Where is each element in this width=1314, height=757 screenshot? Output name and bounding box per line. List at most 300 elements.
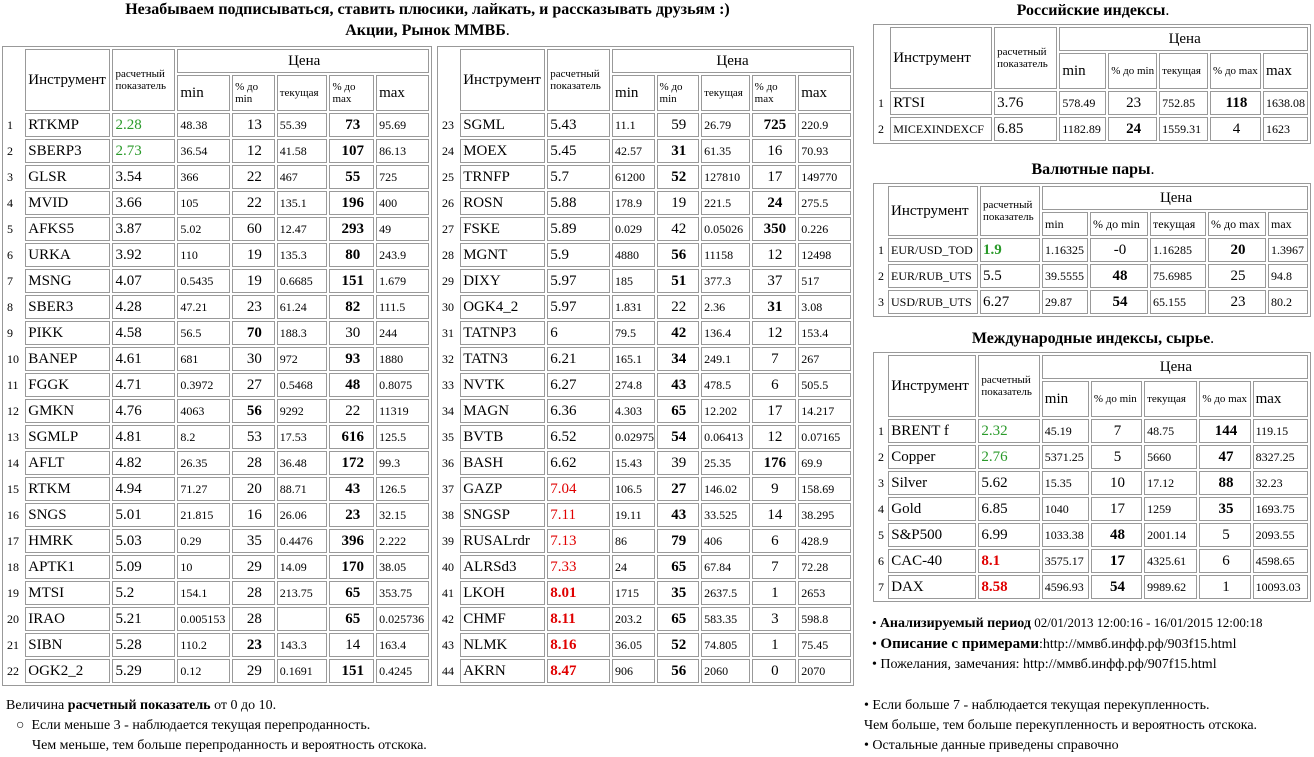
info-description: • Описание с примерами:http://ммвб.инфф.рф/903f15.html <box>872 636 1237 652</box>
current-value: 0.6685 <box>277 269 328 293</box>
calc-value: 4.71 <box>112 373 175 397</box>
table-row <box>440 477 851 501</box>
current-value: 0.05026 <box>701 217 750 241</box>
max-value: 14.217 <box>798 399 851 423</box>
col-max: max <box>1253 381 1308 417</box>
pct-max: 4 <box>1210 117 1261 141</box>
pct-max: 293 <box>329 217 374 241</box>
pct-max: 17 <box>752 165 797 189</box>
table-row <box>876 419 1308 443</box>
min-value: 26.35 <box>177 451 230 475</box>
table-row <box>440 269 851 293</box>
max-value: 1880 <box>376 347 429 371</box>
row-num: 30 <box>442 299 454 314</box>
instrument: GMKN <box>25 399 110 423</box>
calc-value: 5.5 <box>980 264 1040 288</box>
calc-value: 8.11 <box>547 607 610 631</box>
row-num: 2 <box>878 449 884 464</box>
instrument: SBER3 <box>25 295 110 319</box>
calc-value: 5.88 <box>547 191 610 215</box>
col-pct-max: % до max <box>752 75 797 111</box>
pct-min: 20 <box>232 477 275 501</box>
instrument: S&P500 <box>888 523 976 547</box>
min-value: 0.29 <box>177 529 230 553</box>
max-value: 72.28 <box>798 555 851 579</box>
instrument: RUSALrdr <box>460 529 545 553</box>
max-value: 38.05 <box>376 555 429 579</box>
pct-min: 22 <box>232 165 275 189</box>
pct-max: 6 <box>752 373 797 397</box>
pct-max: 47 <box>1199 445 1250 469</box>
pct-min: 65 <box>657 555 700 579</box>
calc-value: 5.01 <box>112 503 175 527</box>
table-row <box>5 191 429 215</box>
row-num: 38 <box>442 507 454 522</box>
max-value: 2653 <box>798 581 851 605</box>
table-row <box>876 575 1308 599</box>
table-row <box>5 529 429 553</box>
min-value: 110 <box>177 243 230 267</box>
pct-min: 54 <box>1091 575 1142 599</box>
instrument: MGNT <box>460 243 545 267</box>
pct-min: 65 <box>657 399 700 423</box>
instrument: NLMK <box>460 633 545 657</box>
min-value: 4596.93 <box>1042 575 1089 599</box>
instrument: FSKE <box>460 217 545 241</box>
min-value: 45.19 <box>1042 419 1089 443</box>
instrument: RTKM <box>25 477 110 501</box>
current-value: 12.47 <box>277 217 328 241</box>
table-row <box>5 295 429 319</box>
row-num: 26 <box>442 195 454 210</box>
calc-value: 5.2 <box>112 581 175 605</box>
instrument: SGML <box>460 113 545 137</box>
calc-value: 6.27 <box>980 290 1040 314</box>
table-row <box>5 425 429 449</box>
instrument: EUR/USD_TOD <box>888 238 978 262</box>
max-value: 80.2 <box>1268 290 1308 314</box>
current-value: 5660 <box>1144 445 1197 469</box>
instrument: Gold <box>888 497 976 521</box>
max-value: 70.93 <box>798 139 851 163</box>
row-num: 15 <box>7 481 19 496</box>
max-value: 1.3967 <box>1268 238 1308 262</box>
row-num: 37 <box>442 481 454 496</box>
table-row <box>440 529 851 553</box>
pct-max: 23 <box>329 503 374 527</box>
instrument: USD/RUB_UTS <box>888 290 978 314</box>
legend-right-l1: • Если больше 7 - наблюдается текущая перекупленность. <box>864 698 1210 713</box>
table-row <box>5 243 429 267</box>
instrument: OGK2_2 <box>25 659 110 683</box>
pct-max: 12 <box>752 243 797 267</box>
min-value: 8.2 <box>177 425 230 449</box>
intl-table <box>873 352 1311 602</box>
pct-max: 55 <box>329 165 374 189</box>
min-value: 203.2 <box>612 607 655 631</box>
instrument: MAGN <box>460 399 545 423</box>
pct-min: 52 <box>657 165 700 189</box>
row-num: 23 <box>442 117 454 132</box>
max-value: 158.69 <box>798 477 851 501</box>
max-value: 267 <box>798 347 851 371</box>
min-value: 61200 <box>612 165 655 189</box>
header-line2 <box>0 22 855 40</box>
intl-title: Международные индексы, сырье. <box>971 330 1215 347</box>
table-row <box>876 290 1308 314</box>
instrument: MSNG <box>25 269 110 293</box>
table-row <box>5 113 429 137</box>
max-value: 400 <box>376 191 429 215</box>
table-row <box>876 523 1308 547</box>
min-value: 1715 <box>612 581 655 605</box>
min-value: 3575.17 <box>1042 549 1089 573</box>
row-num: 1 <box>7 117 13 132</box>
min-value: 71.27 <box>177 477 230 501</box>
table-row <box>440 555 851 579</box>
pct-min: 12 <box>232 139 275 163</box>
calc-value: 3.66 <box>112 191 175 215</box>
max-value: 32.23 <box>1253 471 1308 495</box>
max-value: 2093.55 <box>1253 523 1308 547</box>
current-value: 2001.14 <box>1144 523 1197 547</box>
col-current: текущая <box>277 75 328 111</box>
current-value: 136.4 <box>701 321 750 345</box>
table-row <box>876 91 1308 115</box>
current-value: 17.53 <box>277 425 328 449</box>
max-value: 4598.65 <box>1253 549 1308 573</box>
table-row <box>440 425 851 449</box>
current-value: 583.35 <box>701 607 750 631</box>
calc-value: 5.97 <box>547 269 610 293</box>
max-value: 69.9 <box>798 451 851 475</box>
pct-min: 13 <box>232 113 275 137</box>
min-value: 1033.38 <box>1042 523 1089 547</box>
max-value: 517 <box>798 269 851 293</box>
row-num: 8 <box>7 299 13 314</box>
calc-value: 2.28 <box>112 113 175 137</box>
min-value: 165.1 <box>612 347 655 371</box>
row-num: 16 <box>7 507 19 522</box>
pct-min: 35 <box>232 529 275 553</box>
calc-value: 5.09 <box>112 555 175 579</box>
instrument: AFKS5 <box>25 217 110 241</box>
pct-max: 93 <box>329 347 374 371</box>
min-value: 0.3972 <box>177 373 230 397</box>
calc-value: 6.21 <box>547 347 610 371</box>
max-value: 8327.25 <box>1253 445 1308 469</box>
current-value: 0.06413 <box>701 425 750 449</box>
row-num: 5 <box>878 527 884 542</box>
min-value: 36.05 <box>612 633 655 657</box>
current-value: 75.6985 <box>1150 264 1206 288</box>
max-value: 49 <box>376 217 429 241</box>
min-value: 4880 <box>612 243 655 267</box>
table-row <box>440 165 851 189</box>
table-row <box>440 581 851 605</box>
current-value: 14.09 <box>277 555 328 579</box>
pct-min: 39 <box>657 451 700 475</box>
col-instrument: Инструмент <box>888 355 976 417</box>
col-pct-min: % до min <box>232 75 275 111</box>
table-row <box>5 217 429 241</box>
calc-value: 2.73 <box>112 139 175 163</box>
pct-max: 65 <box>329 607 374 631</box>
instrument: PIKK <box>25 321 110 345</box>
col-calc: расчетный показатель <box>980 186 1040 236</box>
calc-value: 7.11 <box>547 503 610 527</box>
instrument: LKOH <box>460 581 545 605</box>
pct-max: 24 <box>752 191 797 215</box>
calc-value: 4.82 <box>112 451 175 475</box>
pct-min: 48 <box>1091 523 1142 547</box>
pct-min: 79 <box>657 529 700 553</box>
table-row <box>440 139 851 163</box>
max-value: 125.5 <box>376 425 429 449</box>
min-value: 0.5435 <box>177 269 230 293</box>
col-price: Цена <box>1042 186 1308 210</box>
pct-min: 52 <box>657 633 700 657</box>
pct-max: 73 <box>329 113 374 137</box>
calc-value: 8.1 <box>978 549 1039 573</box>
max-value: 163.4 <box>376 633 429 657</box>
min-value: 56.5 <box>177 321 230 345</box>
instrument: DIXY <box>460 269 545 293</box>
max-value: 1638.08 <box>1263 91 1308 115</box>
pct-max: 144 <box>1199 419 1250 443</box>
pct-max: 23 <box>1208 290 1266 314</box>
max-value: 0.8075 <box>376 373 429 397</box>
max-value: 11319 <box>376 399 429 423</box>
min-value: 0.005153 <box>177 607 230 631</box>
current-value: 9292 <box>277 399 328 423</box>
pct-max: 20 <box>1208 238 1266 262</box>
min-value: 48.38 <box>177 113 230 137</box>
stocks-table-right <box>437 46 854 686</box>
stocks-left-header <box>5 49 429 111</box>
table-row <box>440 243 851 267</box>
pct-max: 725 <box>752 113 797 137</box>
current-value: 135.3 <box>277 243 328 267</box>
max-value: 725 <box>376 165 429 189</box>
pct-min: 60 <box>232 217 275 241</box>
col-pct-min: % до min <box>1090 212 1148 236</box>
row-num: 13 <box>7 429 19 444</box>
max-value: 12498 <box>798 243 851 267</box>
pct-max: 48 <box>329 373 374 397</box>
current-value: 33.525 <box>701 503 750 527</box>
pct-max: 16 <box>752 139 797 163</box>
table-row <box>5 555 429 579</box>
max-value: 119.15 <box>1253 419 1308 443</box>
col-min: min <box>1042 212 1088 236</box>
table-row <box>5 373 429 397</box>
calc-value: 8.47 <box>547 659 610 683</box>
fx-title: Валютные пары. <box>1031 161 1155 178</box>
min-value: 11.1 <box>612 113 655 137</box>
current-value: 1559.31 <box>1159 117 1208 141</box>
current-value: 4325.61 <box>1144 549 1197 573</box>
pct-max: 30 <box>329 321 374 345</box>
calc-value: 7.04 <box>547 477 610 501</box>
instrument: Silver <box>888 471 976 495</box>
pct-min: 22 <box>657 295 700 319</box>
current-value: 478.5 <box>701 373 750 397</box>
pct-max: 350 <box>752 217 797 241</box>
table-row <box>440 347 851 371</box>
row-num: 12 <box>7 403 19 418</box>
pct-min: 19 <box>232 243 275 267</box>
calc-value: 7.33 <box>547 555 610 579</box>
row-num: 33 <box>442 377 454 392</box>
pct-min: 48 <box>1090 264 1148 288</box>
pct-min: 35 <box>657 581 700 605</box>
min-value: 24 <box>612 555 655 579</box>
pct-max: 22 <box>329 399 374 423</box>
instrument: URKA <box>25 243 110 267</box>
max-value: 126.5 <box>376 477 429 501</box>
col-max: max <box>1268 212 1308 236</box>
instrument: MVID <box>25 191 110 215</box>
instrument: RTKMP <box>25 113 110 137</box>
row-num: 28 <box>442 247 454 262</box>
col-instrument: Инструмент <box>460 49 545 111</box>
pct-max: 7 <box>752 555 797 579</box>
min-value: 1040 <box>1042 497 1089 521</box>
calc-value: 8.16 <box>547 633 610 657</box>
table-row <box>5 139 429 163</box>
current-value: 48.75 <box>1144 419 1197 443</box>
current-value: 55.39 <box>277 113 328 137</box>
table-row <box>876 549 1308 573</box>
instrument: SNGSP <box>460 503 545 527</box>
row-num: 31 <box>442 325 454 340</box>
calc-value: 5.29 <box>112 659 175 683</box>
table-row <box>440 321 851 345</box>
col-price: Цена <box>1042 355 1308 379</box>
calc-value: 6.99 <box>978 523 1039 547</box>
max-value: 75.45 <box>798 633 851 657</box>
max-value: 0.226 <box>798 217 851 241</box>
max-value: 94.8 <box>1268 264 1308 288</box>
instrument: IRAO <box>25 607 110 631</box>
calc-value: 3.76 <box>994 91 1057 115</box>
row-num: 1 <box>878 95 884 110</box>
calc-value: 4.61 <box>112 347 175 371</box>
col-calc: расчетный показатель <box>978 355 1039 417</box>
current-value: 146.02 <box>701 477 750 501</box>
current-value: 221.5 <box>701 191 750 215</box>
table-row <box>876 264 1308 288</box>
row-num: 39 <box>442 533 454 548</box>
calc-value: 4.07 <box>112 269 175 293</box>
pct-min: 56 <box>232 399 275 423</box>
legend-left-l2: ○ Если меньше 3 - наблюдается текущая перепроданность. <box>16 718 371 733</box>
pct-max: 1 <box>1199 575 1250 599</box>
col-pct-max: % до max <box>1199 381 1250 417</box>
pct-min: 54 <box>1090 290 1148 314</box>
row-num: 36 <box>442 455 454 470</box>
calc-value: 4.28 <box>112 295 175 319</box>
max-value: 111.5 <box>376 295 429 319</box>
current-value: 2637.5 <box>701 581 750 605</box>
instrument: Copper <box>888 445 976 469</box>
min-value: 110.2 <box>177 633 230 657</box>
row-num: 3 <box>878 475 884 490</box>
calc-value: 6.27 <box>547 373 610 397</box>
row-num: 10 <box>7 351 19 366</box>
current-value: 61.24 <box>277 295 328 319</box>
legend-right-l2: Чем больше, тем больше перекупленность и вероятность отскока. <box>864 718 1258 733</box>
pct-min: 59 <box>657 113 700 137</box>
col-calc: расчетный показатель <box>112 49 175 111</box>
instrument: TRNFP <box>460 165 545 189</box>
pct-max: 6 <box>1199 549 1250 573</box>
pct-max: 37 <box>752 269 797 293</box>
instrument: FGGK <box>25 373 110 397</box>
ru-indices-title: Российские индексы. <box>1016 2 1170 19</box>
legend-left-l3: Чем меньше, тем больше перепроданность и вероятность отскока. <box>32 738 427 753</box>
max-value: 32.15 <box>376 503 429 527</box>
max-value: 428.9 <box>798 529 851 553</box>
min-value: 185 <box>612 269 655 293</box>
row-num: 20 <box>7 611 19 626</box>
current-value: 26.06 <box>277 503 328 527</box>
pct-max: 107 <box>329 139 374 163</box>
pct-max: 6 <box>752 529 797 553</box>
current-value: 2060 <box>701 659 750 683</box>
calc-value: 3.87 <box>112 217 175 241</box>
pct-max: 9 <box>752 477 797 501</box>
current-value: 377.3 <box>701 269 750 293</box>
min-value: 79.5 <box>612 321 655 345</box>
max-value: 353.75 <box>376 581 429 605</box>
col-price: Цена <box>1059 27 1308 51</box>
col-max: max <box>798 75 851 111</box>
pct-min: 16 <box>232 503 275 527</box>
max-value: 38.295 <box>798 503 851 527</box>
current-value: 9989.62 <box>1144 575 1197 599</box>
max-value: 0.07165 <box>798 425 851 449</box>
calc-value: 5.43 <box>547 113 610 137</box>
pct-max: 151 <box>329 269 374 293</box>
col-current: текущая <box>701 75 750 111</box>
row-num: 21 <box>7 637 19 652</box>
instrument: MOEX <box>460 139 545 163</box>
max-value: 0.4245 <box>376 659 429 683</box>
row-num: 2 <box>878 121 884 136</box>
instrument: SNGS <box>25 503 110 527</box>
row-num: 29 <box>442 273 454 288</box>
current-value: 26.79 <box>701 113 750 137</box>
calc-value: 6.62 <box>547 451 610 475</box>
calc-value: 4.81 <box>112 425 175 449</box>
instrument: TATN3 <box>460 347 545 371</box>
pct-min: 53 <box>232 425 275 449</box>
col-pct-min: % до min <box>657 75 700 111</box>
min-value: 4.303 <box>612 399 655 423</box>
row-num: 4 <box>7 195 13 210</box>
min-value: 15.35 <box>1042 471 1089 495</box>
current-value: 972 <box>277 347 328 371</box>
pct-min: -0 <box>1090 238 1148 262</box>
pct-min: 23 <box>232 633 275 657</box>
title-dot: . <box>505 22 510 39</box>
min-value: 274.8 <box>612 373 655 397</box>
row-num: 7 <box>7 273 13 288</box>
table-row <box>876 497 1308 521</box>
pct-min: 29 <box>232 659 275 683</box>
